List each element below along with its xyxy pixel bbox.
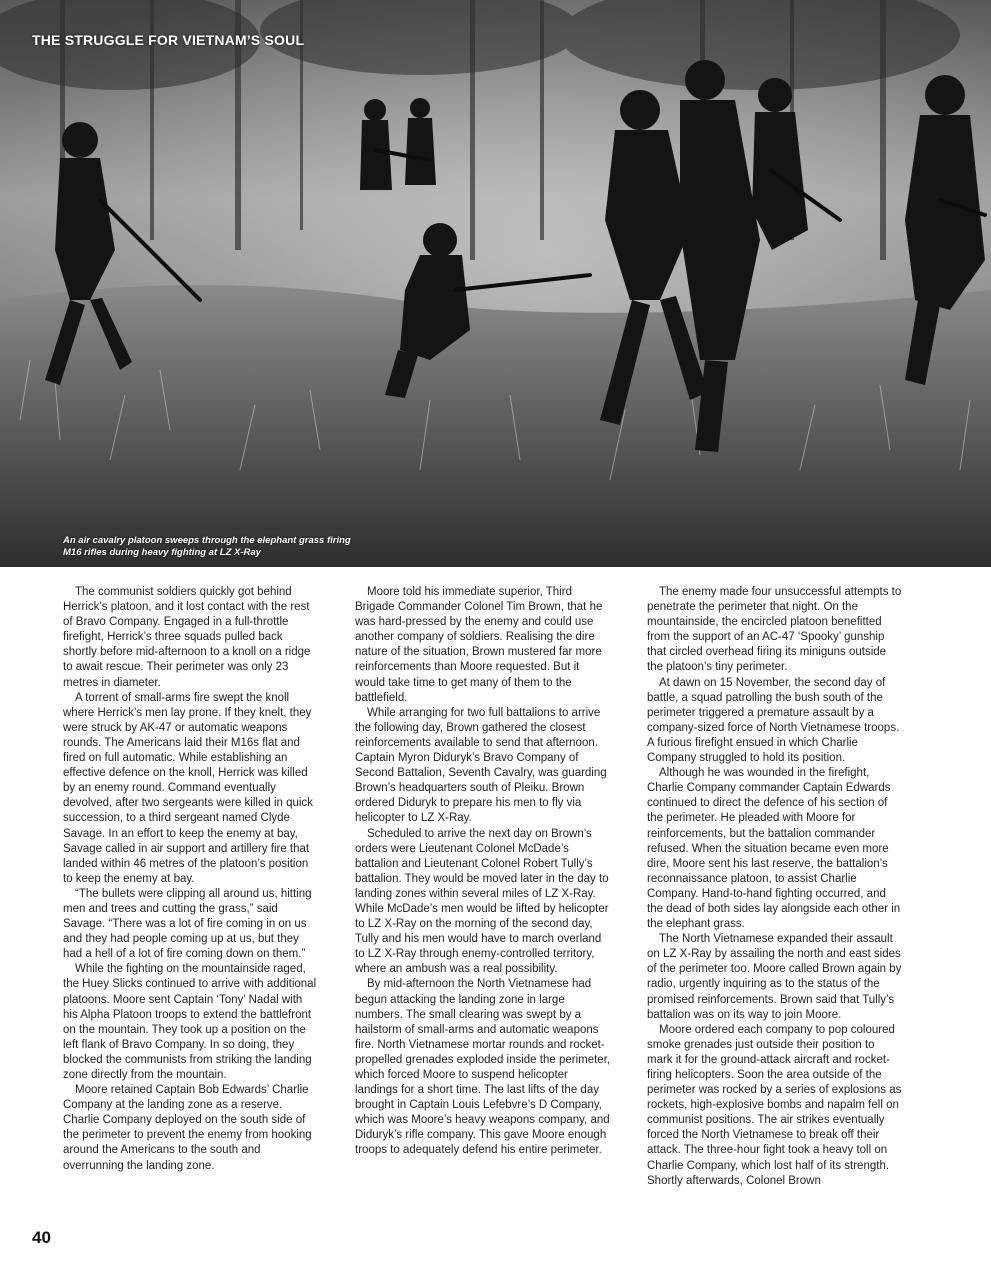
paragraph: While the fighting on the mountainside raged, the Huey Slicks continued to arrive with additional platoons. Moore sent Captain ‘Tony’ Nadal with his Alpha Platoon troops to extend the battlefront on the mountain. They took up a position on the left flank of Bravo Company. In so doing, they blocked the communists from striking the landing zone directly from the mountain.: [63, 963, 317, 1081]
paragraph: At dawn on 15 November, the second day of battle, a squad patrolling the bush south of the perimeter triggered a premature assault by a company-sized force of North Vietnamese troops. A furious firefight ensued in which Charlie Company struggled to hold its position.: [647, 676, 900, 765]
paragraph: The communist soldiers quickly got behind Herrick’s platoon, and it lost contact with the rest of Bravo Company. Engaged in a full-throttle firefight, Herrick’s three squads pulled back shortly before mid-afternoon to a knoll on a ridge to await rescue. Their perimeter was only 23 metres in diameter.: [63, 586, 311, 689]
paragraph: Scheduled to arrive the next day on Brown’s orders were Lieutenant Colonel McDade’s battalion and Lieutenant Colonel Robert Tully’s battalion. They would be moved later in the day to landing zones within several miles of LZ X-Ray. While McDade’s men would be lifted by helicopter to LZ X-Ray on the morning of the second day, Tully and his men would have to march overland to LZ X-Ray through enemy-controlled territory, where an ambush was a real possibility.: [355, 827, 609, 976]
paragraph: While arranging for two full battalions to arrive the following day, Brown gathered the closest reinforcements available to send that afternoon. Captain Myron Diduryk’s Bravo Company of Second Battalion, Seventh Cavalry, was guarding Brown’s headquarters south of Pleiku. Brown ordered Diduryk to prepare his men to fly via helicopter to LZ X-Ray.: [355, 706, 607, 825]
paragraph: The enemy made four unsuccessful attempts to penetrate the perimeter that night. On the mountainside, the encircled platoon benefitted from the support of an AC-47 ‘Spooky’ gunship that circled overhead firing its miniguns outside the platoon’s tiny perimeter.: [647, 586, 902, 674]
hero-photo: [0, 0, 991, 567]
soldiers-in-grass-illustration: [0, 0, 991, 567]
paragraph: The North Vietnamese expanded their assault on LZ X-Ray by assailing the north and east sides of the perimeter too. Moore called Brown again by radio, urgently inquiring as to the status of the promised reinforcements. Brown said that Tully’s battalion was on its way to join Moore.: [647, 933, 902, 1021]
paragraph: Moore ordered each company to pop coloured smoke grenades just outside their position to mark it for the ground-attack aircraft and rocket-firing helicopters. Soon the area outside of the perimeter was rocked by a series of explosions as rockets, high-explosive bombs and napalm fell on communist positions. The air strikes eventually forced the North Vietnamese to break off their attack. The three-hour fight took a heavy toll on Charlie Company, which lost half of its strength. Shortly afterwards, Colonel Brown: [647, 1023, 902, 1187]
page-number: 40: [32, 1228, 51, 1247]
text-column-3: [647, 585, 903, 1200]
paragraph: Although he was wounded in the firefight, Charlie Company commander Captain Edwards continued to direct the defence of his section of the perimeter. He pleaded with Moore for reinforcements, but the battalion commander refused. When the situation became even more dire, Moore sent his last reserve, the battalion’s reconnaissance platoon, to assist Charlie Company. Hand-to-hand fighting occurred, and the dead of both sides lay alongside each other in the elephant grass.: [647, 767, 901, 931]
article-body: [63, 585, 903, 1200]
photo-caption: An air cavalry platoon sweeps through the elephant grass firing M16 rifles during heavy fighting at LZ X-Ray: [63, 535, 351, 558]
paragraph: “The bullets were clipping all around us, hitting men and trees and cutting the grass,” said Savage. “There was a lot of fire coming in on us and they had people coming up at us, but they had a hell of a lot of fire coming down on them.”: [63, 887, 312, 961]
paragraph: A torrent of small-arms fire swept the knoll where Herrick’s men lay prone. If they knelt, they were struck by AK-47 or automatic weapons rounds. The Americans laid their M16s flat and fired on full automatic. While establishing an effective defence on the knoll, Herrick was killed by an enemy round. Command eventually devolved, after two sergeants were killed in quick succession, to a third sergeant named Clyde Savage. In an effort to keep the enemy at bay, Savage called in air support and artillery fire that landed within 46 metres of the platoon’s position to keep the enemy at bay.: [63, 691, 313, 885]
running-head-title: THE STRUGGLE FOR VIETNAM’S SOUL: [32, 32, 305, 48]
text-column-2: [355, 585, 611, 1200]
paragraph: Moore told his immediate superior, Third Brigade Commander Colonel Tim Brown, that he was hard-pressed by the enemy and could use another company of soldiers. Realising the dire nature of the situation, Brown mustered far more reinforcements than Moore requested. But it would take time to get many of them to the battlefield.: [355, 586, 603, 704]
paragraph: By mid-afternoon the North Vietnamese had begun attacking the landing zone in large numbers. The small clearing was swept by a hailstorm of small-arms and automatic weapons fire. North Vietnamese mortar rounds and rocket-propelled grenades exploded inside the perimeter, which forced Moore to suspend helicopter landings for a short time. The last lifts of the day brought in Captain Louis Lefebvre’s D Company, which was Moore’s heavy weapons company, and Diduryk’s rifle company. This gave Moore enough troops to adequately defend his entire perimeter.: [355, 978, 611, 1157]
paragraph: Moore retained Captain Bob Edwards’ Charlie Company at the landing zone as a reserve. Charlie Company deployed on the south side of the perimeter to prevent the enemy from hooking around the Americans to the south and overrunning the landing zone.: [63, 1084, 312, 1172]
text-column-1: [63, 585, 319, 1200]
